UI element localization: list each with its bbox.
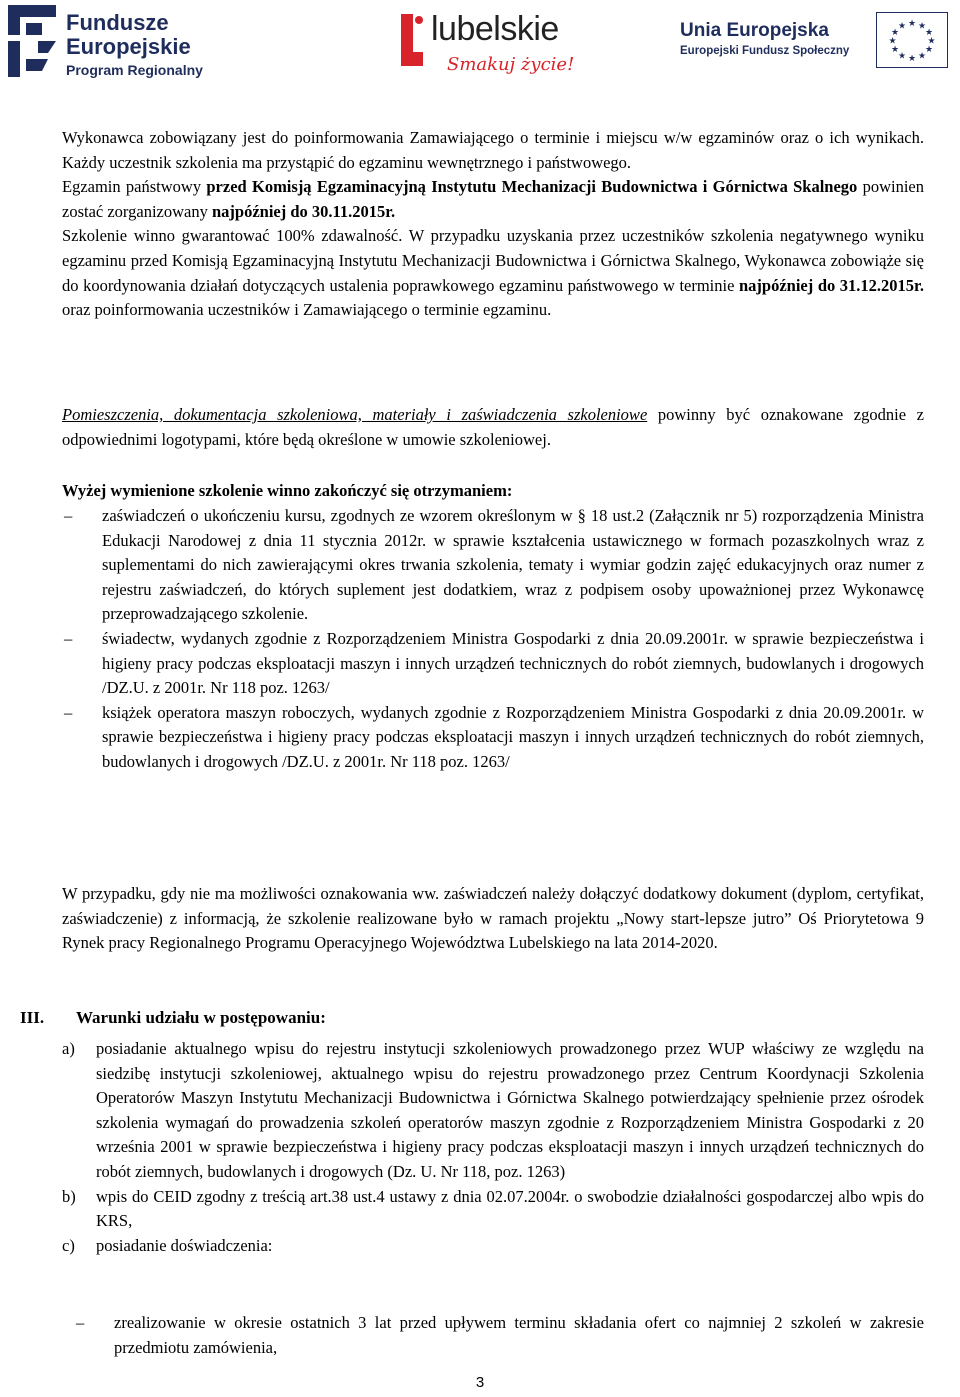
para1-text5: oraz poinformowania uczestników i Zamawiającego o terminie egzaminu. <box>62 300 552 320</box>
conditions-list <box>62 1037 924 1258</box>
list-item: – zaświadczeń o ukończeniu kursu, zgodnych ze wzorem określonym w § 18 ust.2 (Załącznik nr 5) rozporządzenia Ministra Edukacji Narodowej z dnia 11 stycznia 2012r. w sprawie kształcenia ustawicznego w formach pozaszkolnych wraz z suplementami do nich zawierającymi okres trwania szkolenia, tematy i wymiar godzin zajęć edukacyjnych oraz numer z rejestru zaświadczeń, do których suplement jest dodatkiem, wraz z podpisem osoby upoważnionej przez Wykonawcę przeprowadzającego szkolenie. <box>64 506 924 624</box>
svg-text:★: ★ <box>917 21 927 32</box>
page-header <box>0 0 960 95</box>
para1-bold2: najpóźniej do 30.11.2015r. <box>211 201 396 221</box>
certificates-list <box>62 504 924 775</box>
fe-line1: Fundusze <box>66 10 169 35</box>
section-3-number: III. <box>20 1008 45 1027</box>
para4-text: W przypadku, gdy nie ma możliwości oznakowania ww. zaświadczeń należy dołączyć dodatkowy dokument (dyplom, certyfikat, zaświadczenie) z informacją, że szkolenie realizowane było w ramach projektu „Nowy start-lepsze jutro” Oś Priorytetowa 9 Rynek pracy Regionalnego Programu Operacyjnego Województwa Lubelskiego na lata 2014-2020. <box>62 884 924 953</box>
list-item: b) wpis do CEID zgodny z treścią art.38 ust.4 ustawy z dnia 02.07.2004r. o swobodzie działalności gospodarczej albo wpis do KRS, <box>62 1186 924 1231</box>
dash-bullet-icon: – <box>64 506 73 525</box>
paragraph-additional-document <box>62 882 924 956</box>
list-item: c) posiadanie doświadczenia: <box>62 1235 273 1255</box>
svg-text:★: ★ <box>890 45 900 55</box>
fe-mark-icon <box>8 5 56 77</box>
svg-text:★: ★ <box>907 19 917 29</box>
list-item: – świadectw, wydanych zgodnie z Rozporządzeniem Ministra Gospodarki z dnia 20.09.2001r. w sprawie bezpieczeństwa i higieny pracy podczas eksploatacji maszyn i innych urządzeń technicznych do robót ziemnych, budowlanych i drogowych /DZ.U. z 2001r. Nr 118 poz. 1263/ <box>64 628 924 698</box>
list-item: – zrealizowanie w okresie ostatnich 3 lat przed upływem terminu składania ofert co najmniej 2 szkoleń w zakresie przedmiotu zamówienia, <box>76 1313 924 1357</box>
lubelskie-slogan: Smakuj życie! <box>447 54 575 75</box>
svg-text:★: ★ <box>897 51 907 62</box>
paragraph-labeling <box>62 403 924 452</box>
svg-text:★: ★ <box>890 28 900 38</box>
para3-heading: Wyżej wymienione szkolenie winno zakończyć się otrzymaniem: <box>62 481 513 500</box>
dash-bullet-icon: – <box>76 1313 85 1332</box>
svg-text:★: ★ <box>888 36 897 47</box>
ue-line1: Unia Europejska <box>680 20 829 41</box>
para1-text1: Wykonawca zobowiązany jest do poinformowania Zamawiającego o terminie i miejscu w/w egzaminów oraz o ich wynikach. Każdy uczestnik szkolenia ma przystąpić do egzaminu wewnętrznego i państwowego. <box>62 128 924 172</box>
para1-text3: powinien zostać zorganizowany <box>62 177 924 221</box>
svg-text:★: ★ <box>897 21 907 32</box>
fe-line3: Program Regionalny <box>66 62 203 78</box>
paragraph-exam-info <box>62 126 924 323</box>
list-item: – książek operatora maszyn roboczych, wydanych zgodnie z Rozporządzeniem Ministra Gospodarki z dnia 20.09.2001r. w sprawie bezpieczeństwa i higieny pracy podczas eksploatacji maszyn i innych urządzeń technicznych do robót ziemnych, budowlanych i drogowych /DZ.U. z 2001r. Nr 118 poz. 1263/ <box>64 702 924 771</box>
para1-bold1: przed Komisją Egzaminacyjną Instytutu Mechanizacji Budownictwa i Górnictwa Skalnego <box>206 177 858 197</box>
section-3-title: Warunki udziału w postępowaniu: <box>76 1008 326 1027</box>
svg-text:★: ★ <box>927 36 936 47</box>
lubelskie-name: lubelskie <box>431 10 559 48</box>
list-item: a) posiadanie aktualnego wpisu do rejestru instytucji szkoleniowych prowadzonego przez WUP właściwy ze względu na siedzibę instytucji szkoleniowej, aktualnego wpisu do rejestru prowadzonego przez Centrum Koordynacji Szkolenia Operatorów Maszyn Instytutu Mechanizacji Budownictwa i Górnictwa Skalnego potwierdzający spełnienie przez ośrodek szkolenia wymagań do prowadzenia szkoleń operatorów maszyn zgodnie z Rozporządzeniem Ministra Gospodarki z 20 września 2001 w sprawie bezpieczeństwa i higieny pracy podczas eksploatacji maszyn i innych urządzeń technicznych do robót ziemnych, budowlanych i drogowych (Dz. U. Nr 118, poz. 1263) <box>62 1039 924 1181</box>
unia-europejska-logo <box>680 12 952 82</box>
dash-bullet-icon: – <box>64 702 73 722</box>
lubelskie-mark-icon <box>395 12 425 70</box>
fundusze-europejskie-logo <box>8 5 208 85</box>
experience-sublist <box>74 1311 924 1360</box>
para1-text4: Szkolenie winno gwarantować 100% zdawalność. W przypadku uzyskania przez uczestników szkolenia negatywnego wyniku egzaminu przed Komisją Egzaminacyjną Instytutu Mechanizacji Budownictwa i Górnictwa Skalnego, Wykonawca zobowiąże się do koordynowania działań dotyczących ustalenia poprawkowego egzaminu państwowego w terminie <box>62 226 924 295</box>
svg-text:★: ★ <box>924 28 934 38</box>
ue-line2: Europejski Fundusz Społeczny <box>680 45 850 57</box>
para2-underlined: Pomieszczenia, dokumentacja szkoleniowa, materiały i zaświadczenia szkoleniowe <box>62 405 648 424</box>
svg-text:★: ★ <box>924 45 934 55</box>
fe-line2: Europejskie <box>66 34 191 59</box>
lubelskie-logo <box>395 10 575 85</box>
eu-flag-icon <box>876 12 948 68</box>
paragraph-certificates-heading <box>62 479 924 504</box>
svg-text:★: ★ <box>907 54 917 64</box>
para1-text2: Egzamin państwowy <box>62 177 207 197</box>
para2-text: powinny być oznakowane zgodnie z odpowiednimi logotypami, które będą określone w umowie szkoleniowej. <box>62 405 924 449</box>
svg-text:★: ★ <box>917 51 927 62</box>
page-number: 3 <box>475 1374 485 1391</box>
para1-bold3: najpóźniej do 31.12.2015r. <box>739 275 924 295</box>
dash-bullet-icon: – <box>64 628 73 648</box>
